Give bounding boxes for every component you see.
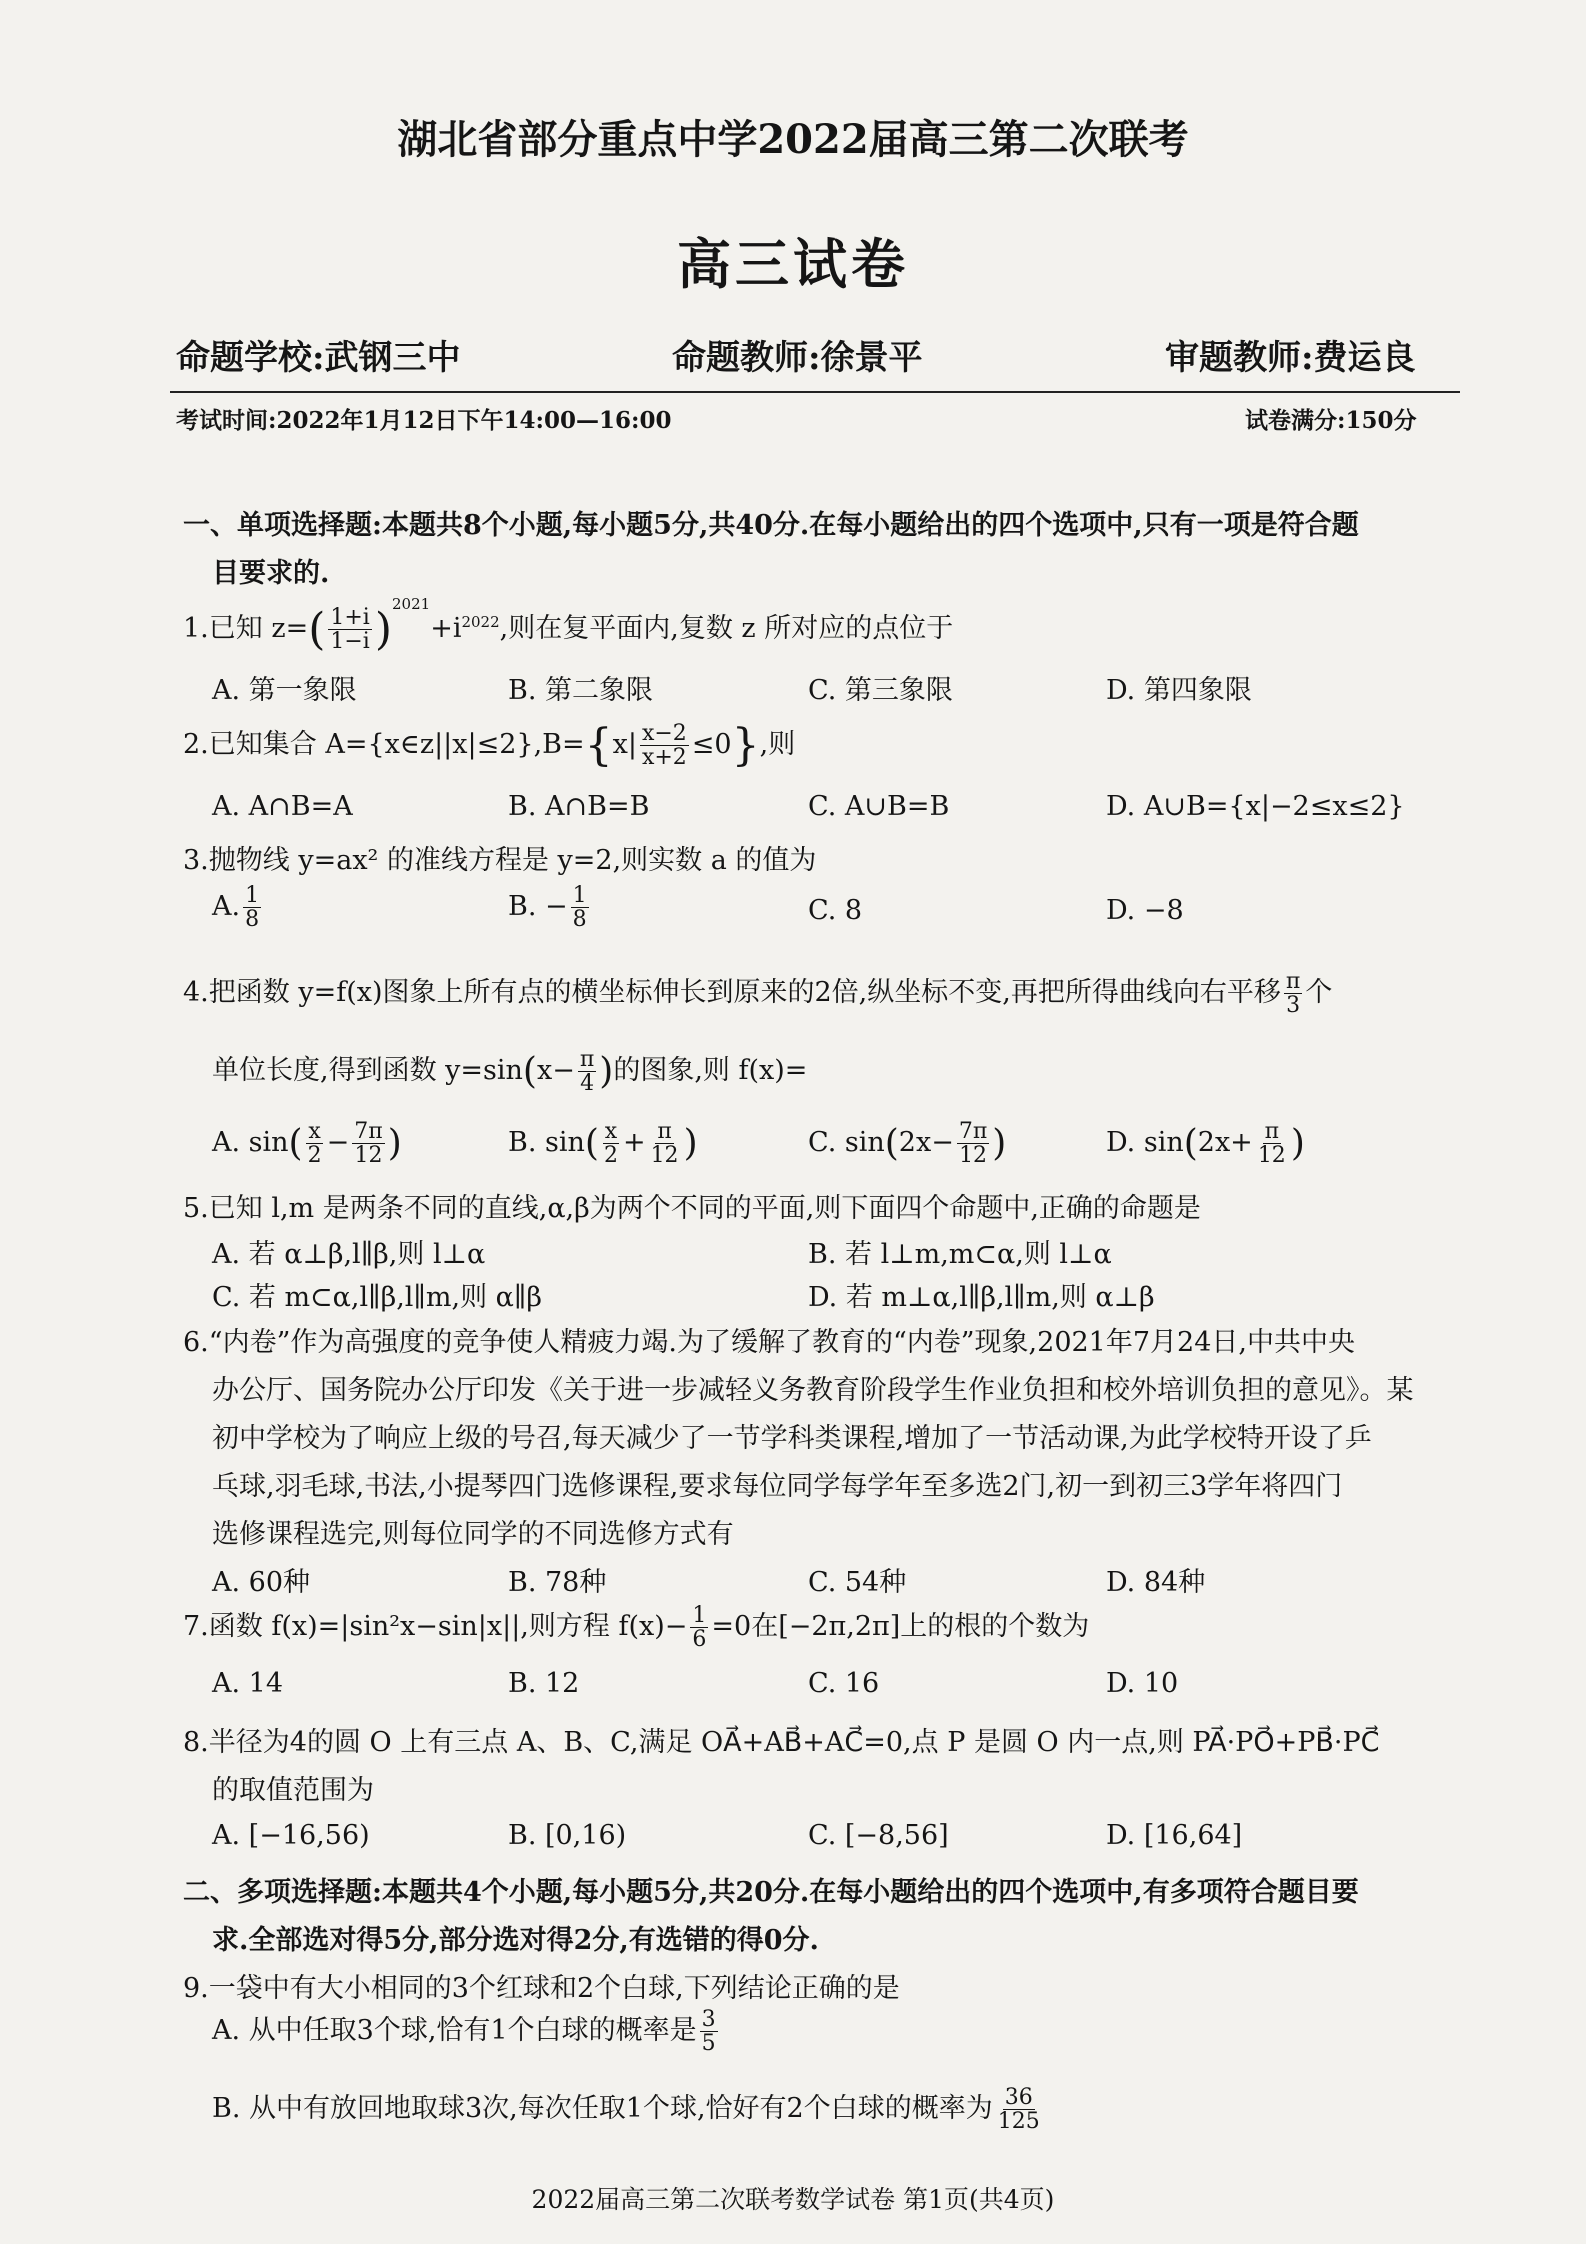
question-5: 5.已知 l,m 是两条不同的直线,α,β为两个不同的平面,则下面四个命题中,正确的命题是 — [183, 1193, 1201, 1224]
q1-exponent: 2021 — [392, 595, 431, 613]
q2-option-a: A. A∩B=A — [212, 791, 353, 822]
page-footer: 2022届高三第二次联考数学试卷 第1页(共4页) — [531, 2185, 1055, 2214]
question-9: 9.一袋中有大小相同的3个红球和2个白球,下列结论正确的是 — [183, 1973, 900, 2004]
q4-option-a: A. sin( $\frac{x}{2}$ − $\frac{7\pi}{12}$ ) — [212, 1119, 402, 1169]
q4-option-d: D. sin(2x+ $\frac{\pi}{12}$ ) — [1106, 1119, 1305, 1169]
question-6-line-4: 乓球,羽毛球,书法,小提琴四门选修课程,要求每位同学每学年至多选2门,初一到初三3学年将四门 — [212, 1471, 1343, 1502]
q2-option-b: B. A∩B=B — [508, 791, 650, 822]
q5-option-c: C. 若 m⊂α,l∥β,l∥m,则 α∥β — [212, 1282, 542, 1313]
section2-heading: 二、多项选择题:本题共4个小题,每小题5分,共20分.在每小题给出的四个选项中,有多项符合题目要 — [183, 1877, 1359, 1908]
question-8: 8.半径为4的圆 O 上有三点 A、B、C,满足 OA⃗+AB⃗+AC⃗=0,点 P 是圆 O 内一点,则 PA⃗·PO⃗+PB⃗·PC⃗ — [183, 1727, 1380, 1758]
q6-option-b: B. 78种 — [508, 1567, 607, 1598]
q5-option-a: A. 若 α⊥β,l∥β,则 l⊥α — [212, 1239, 486, 1270]
paper-subtitle: 高三试卷 — [677, 232, 909, 296]
q7-option-a: A. 14 — [212, 1668, 284, 1699]
q3-option-c: C. 8 — [808, 895, 863, 926]
q2-fraction: $\frac{x-2}{x+2}$ — [641, 720, 687, 770]
q9-option-b: B. 从中有放回地取球3次,每次任取1个球,恰好有2个白球的概率为 $\frac{36}{125}$ — [212, 2085, 1040, 2135]
header-rule — [170, 391, 1460, 393]
q9-option-a: A. 从中任取3个球,恰有1个白球的概率是 $\frac{3}{5}$ — [212, 2007, 716, 2057]
section1-heading-cont: 目要求的. — [212, 558, 330, 589]
q7-option-d: D. 10 — [1106, 1668, 1179, 1699]
question-6-line-5: 选修课程选完,则每位同学的不同选修方式有 — [212, 1519, 734, 1550]
exam-title: 湖北省部分重点中学2022届高三第二次联考 — [397, 116, 1189, 163]
question-4-cont: 单位长度,得到函数 y=sin(x− $\frac{\pi}{4}$ )的图象,则 f(x)= — [212, 1047, 808, 1097]
q7-option-c: C. 16 — [808, 1668, 880, 1699]
question-4: 4.把函数 y=f(x)图象上所有点的横坐标伸长到原来的2倍,纵坐标不变,再把所得曲线向右平移 $\frac{\pi}{3}$ 个 — [183, 969, 1333, 1019]
q7-option-b: B. 12 — [508, 1668, 580, 1699]
exam-time: 考试时间:2022年1月12日下午14:00—16:00 — [176, 407, 672, 434]
q4-option-c: C. sin(2x− $\frac{7\pi}{12}$ ) — [808, 1119, 1007, 1169]
q6-option-c: C. 54种 — [808, 1567, 907, 1598]
q1-option-d: D. 第四象限 — [1106, 675, 1252, 706]
q3-option-a: A. $\frac{1}{8}$ — [212, 883, 260, 933]
q8-option-a: A. [−16,56) — [212, 1820, 370, 1851]
q1-option-c: C. 第三象限 — [808, 675, 953, 706]
q6-option-d: D. 84种 — [1106, 1567, 1206, 1598]
q8-option-b: B. [0,16) — [508, 1820, 627, 1851]
question-6-line-3: 初中学校为了响应上级的号召,每天减少了一节学科类课程,增加了一节活动课,为此学校特开设了乒 — [212, 1423, 1372, 1454]
question-3: 3.抛物线 y=ax² 的准线方程是 y=2,则实数 a 的值为 — [183, 845, 817, 876]
reviewer-teacher: 审题教师:费运良 — [1165, 338, 1416, 378]
q3-option-d: D. −8 — [1106, 895, 1184, 926]
q8-option-d: D. [16,64] — [1106, 1820, 1243, 1851]
question-7: 7.函数 f(x)=|sin²x−sin|x||,则方程 f(x)− $\frac{1}{6}$ =0在[−2π,2π]上的根的个数为 — [183, 1603, 1090, 1653]
q6-option-a: A. 60种 — [212, 1567, 311, 1598]
q1-fraction: $\frac{1+i}{1-i}$ — [330, 604, 370, 654]
q2-option-d: D. A∪B={x|−2≤x≤2} — [1106, 791, 1405, 822]
question-6-line-2: 办公厅、国务院办公厅印发《关于进一步减轻义务教育阶段学生作业负担和校外培训负担的意见》。某 — [212, 1375, 1414, 1406]
section2-heading-cont: 求.全部选对得5分,部分选对得2分,有选错的得0分. — [212, 1925, 819, 1956]
q1-option-a: A. 第一象限 — [212, 675, 357, 706]
author-school: 命题学校:武钢三中 — [176, 338, 461, 378]
q1-prefix: 1.已知 z= — [183, 613, 309, 644]
q5-option-b: B. 若 l⊥m,m⊂α,则 l⊥α — [808, 1239, 1112, 1270]
question-1: 1.已知 z=( $\frac{1+i}{1-i}$ )$^{2021}+i^{2022}$,则在复平面内,复数 z 所对应的点位于 — [183, 595, 954, 655]
full-score: 试卷满分:150分 — [1245, 407, 1417, 434]
q1-option-b: B. 第二象限 — [508, 675, 654, 706]
q3-option-b: B. − $\frac{1}{8}$ — [508, 883, 587, 933]
q4-option-b: B. sin( $\frac{x}{2}$ + $\frac{\pi}{12}$ ) — [508, 1119, 698, 1169]
q8-option-c: C. [−8,56] — [808, 1820, 949, 1851]
q2-option-c: C. A∪B=B — [808, 791, 950, 822]
question-8-cont: 的取值范围为 — [212, 1775, 374, 1806]
question-6-line-1: 6.“内卷”作为高强度的竞争使人精疲力竭.为了缓解了教育的“内卷”现象,2021年7月24日,中共中央 — [183, 1327, 1355, 1358]
q5-option-d: D. 若 m⊥α,l∥β,l∥m,则 α⊥β — [808, 1282, 1155, 1313]
section1-heading: 一、单项选择题:本题共8个小题,每小题5分,共40分.在每小题给出的四个选项中,只有一项是符合题 — [183, 510, 1359, 541]
question-2: 2.已知集合 A={x∈z||x|≤2},B={x| $\frac{x-2}{x+2}$ ≤0},则 — [183, 720, 796, 771]
author-teacher: 命题教师:徐景平 — [672, 338, 923, 378]
